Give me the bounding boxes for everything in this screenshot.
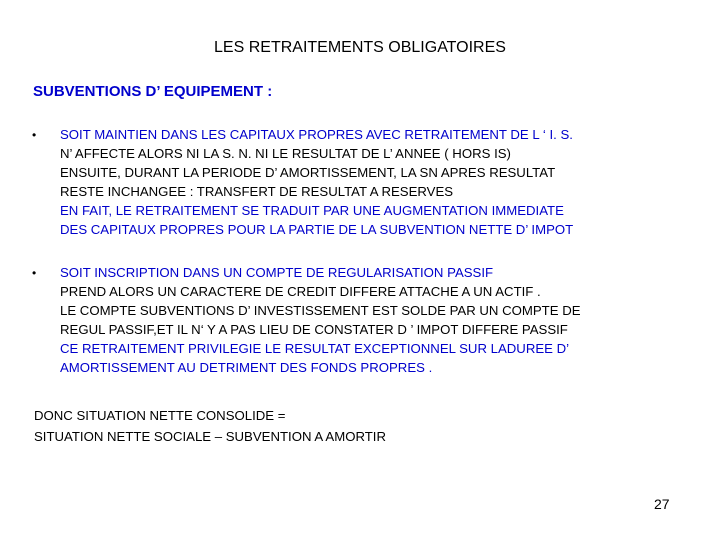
conclusion-line-2: SITUATION NETTE SOCIALE – SUBVENTION A AMORTIR — [34, 429, 386, 444]
bullet-2-line-1: SOIT INSCRIPTION DANS UN COMPTE DE REGULARISATION PASSIF — [60, 265, 494, 280]
page-title: LES RETRAITEMENTS OBLIGATOIRES — [214, 39, 506, 56]
bullet-2-line-3: LE COMPTE SUBVENTIONS D’ INVESTISSEMENT EST SOLDE PAR UN COMPTE DE — [60, 303, 581, 318]
conclusion-line-1: DONC SITUATION NETTE CONSOLIDE = — [34, 408, 286, 423]
bullet-2-line-6: AMORTISSEMENT AU DETRIMENT DES FONDS PROPRES . — [60, 360, 433, 375]
bullet-2-line-5: CE RETRAITEMENT PRIVILEGIE LE RESULTAT EXCEPTIONNEL SUR LADUREE D’ — [60, 341, 570, 356]
bullet-1-line-4: RESTE INCHANGEE : TRANSFERT DE RESULTAT A RESERVES — [60, 184, 454, 199]
section-subtitle: SUBVENTIONS D’ EQUIPEMENT : — [33, 83, 273, 100]
bullet-1-line-2: N’ AFFECTE ALORS NI LA S. N. NI LE RESULTAT DE L’ ANNEE ( HORS IS) — [60, 146, 511, 161]
conclusion-block — [34, 405, 386, 447]
bullet-marker: • — [32, 128, 37, 142]
bullet-marker: • — [32, 266, 37, 280]
bullet-1-line-5: EN FAIT, LE RETRAITEMENT SE TRADUIT PAR UNE AUGMENTATION IMMEDIATE — [60, 203, 564, 218]
bullet-block-2 — [60, 263, 710, 377]
bullet-1-line-6: DES CAPITAUX PROPRES POUR LA PARTIE DE LA SUBVENTION NETTE D’ IMPOT — [60, 222, 574, 237]
page-number: 27 — [654, 496, 670, 512]
bullet-2-line-2: PREND ALORS UN CARACTERE DE CREDIT DIFFERE ATTACHE A UN ACTIF . — [60, 284, 541, 299]
bullet-1-line-3: ENSUITE, DURANT LA PERIODE D’ AMORTISSEMENT, LA SN APRES RESULTAT — [60, 165, 556, 180]
bullet-1-line-1: SOIT MAINTIEN DANS LES CAPITAUX PROPRES AVEC RETRAITEMENT DE L ‘ I. S. — [60, 127, 573, 142]
bullet-block-1 — [60, 125, 710, 239]
bullet-2-line-4: REGUL PASSIF,ET IL N‘ Y A PAS LIEU DE CONSTATER D ’ IMPOT DIFFERE PASSIF — [60, 322, 568, 337]
